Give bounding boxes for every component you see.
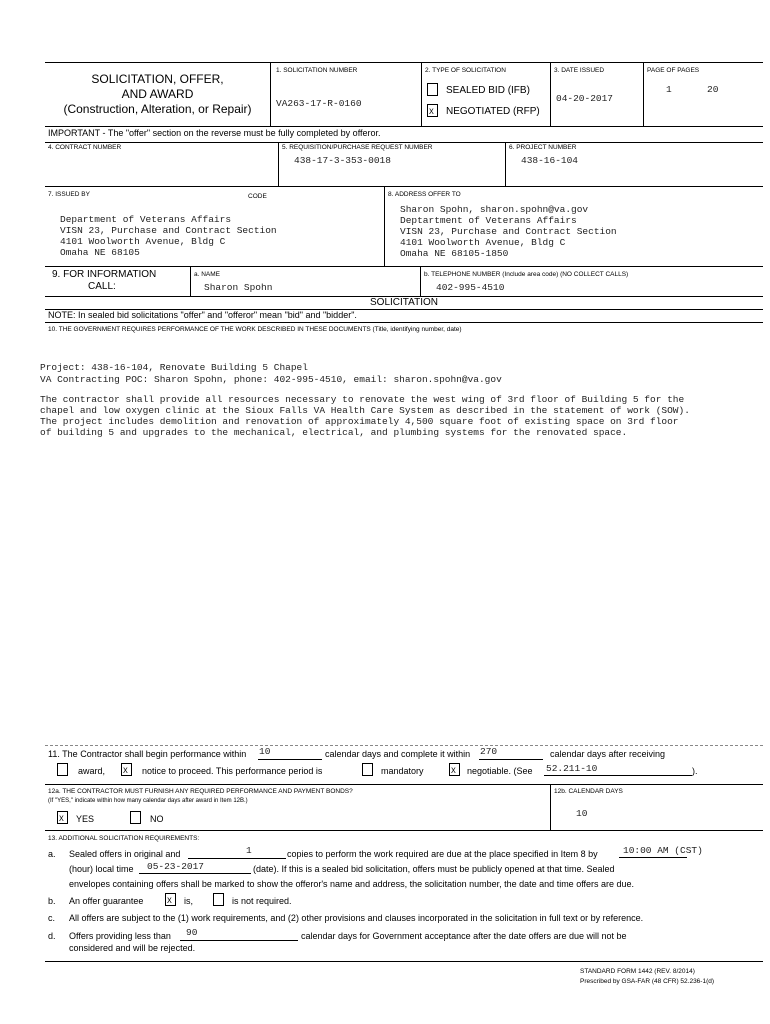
divider-v4: [643, 62, 644, 126]
item13b-text: An offer guarantee: [69, 896, 144, 906]
award-checkbox[interactable]: [57, 763, 68, 776]
divider-v8: [190, 266, 191, 296]
item13a-text4: (date). If this is a sealed bid solicitation, offers must be publicly opened at that time. Sealed: [253, 864, 615, 874]
description-line3: The project includes demolition and renovation of approximately 4,500 square foot of existing space on 3rd floor: [40, 416, 679, 427]
acceptance-days-field[interactable]: 90: [186, 927, 198, 938]
mandatory-label: mandatory: [381, 766, 424, 776]
rule-below-item12: [45, 830, 763, 831]
project-line1: Project: 438-16-104, Renovate Building 5 Chapel: [40, 362, 308, 373]
issued-by-line4: Omaha NE 68105: [60, 247, 140, 258]
rule-above-item11: [45, 745, 763, 746]
item13a-text1: Sealed offers in original and: [69, 849, 181, 859]
block3-label: 3. DATE ISSUED: [554, 67, 605, 74]
see-clause-field[interactable]: 52.211-10: [546, 763, 598, 774]
description-line2: chapel and low oxygen clinic at the Sioux Falls VA Health Care System as described in the statement of work (SOW).: [40, 405, 690, 416]
ntp-label: notice to proceed. This performance period is: [142, 766, 323, 776]
offer-to-line5: Omaha NE 68105-1850: [400, 248, 509, 259]
rule-below-block7: [45, 266, 763, 267]
item13d-text3: considered and will be rejected.: [69, 943, 196, 953]
page-of-pages-label: PAGE OF PAGES: [647, 67, 700, 74]
name-label: a. NAME: [194, 271, 221, 278]
item11-text-c: calendar days after receiving: [550, 749, 666, 759]
block6-label: 6. PROJECT NUMBER: [509, 144, 577, 151]
negotiated-label: NEGOTIATED (RFP): [446, 106, 540, 117]
negotiable-label: negotiable. (See: [467, 766, 533, 776]
item12a-label: 12a. THE CONTRACTOR MUST FURNISH ANY REQUIRED PERFORMANCE AND PAYMENT BONDS?: [48, 788, 353, 795]
begin-days-field[interactable]: 10: [259, 746, 271, 757]
form-title-line3: (Construction, Alteration, or Repair): [63, 102, 252, 116]
rule-below-block4: [45, 186, 763, 187]
complete-days-field[interactable]: 270: [480, 746, 498, 757]
complete-days-underline: [479, 759, 543, 760]
top-rule: [45, 62, 763, 63]
guarantee-is-checkbox[interactable]: X: [165, 893, 176, 906]
item13a-letter: a.: [48, 849, 56, 859]
bonds-no-label: NO: [150, 814, 164, 824]
rule-below-header: [45, 126, 763, 127]
mandatory-checkbox[interactable]: [362, 763, 373, 776]
rule-below-item11: [45, 784, 763, 785]
issued-by-line1: Department of Veterans Affairs: [60, 214, 232, 225]
bonds-no-checkbox[interactable]: [130, 811, 141, 824]
total-pages: 20: [707, 84, 719, 95]
divider-v5: [278, 142, 279, 186]
divider-v1: [270, 62, 271, 126]
block2-label: 2. TYPE OF SOLICITATION: [425, 67, 506, 74]
form-title-line1: SOLICITATION, OFFER,: [91, 72, 224, 86]
item13d-text2: calendar days for Government acceptance after the date offers are due will not be: [301, 931, 627, 941]
page-number: 1: [666, 84, 672, 95]
acceptance-days-underline: [180, 940, 298, 941]
rule-bottom: [45, 961, 763, 962]
item13-label: 13. ADDITIONAL SOLICITATION REQUIREMENTS:: [48, 835, 200, 842]
item13a-text5: envelopes containing offers shall be marked to show the offeror's name and address, the solicitation number, the date and time offers are due.: [69, 879, 635, 889]
item10-label: 10. THE GOVERNMENT REQUIRES PERFORMANCE OF THE WORK DESCRIBED IN THESE DOCUMENTS (Title, identifying number, date): [48, 326, 462, 333]
item13d-letter: d.: [48, 931, 56, 941]
form-prescribed-by: Prescribed by GSA-FAR (48 CFR) 52.236-1(d): [580, 978, 715, 985]
copies-field[interactable]: 1: [246, 845, 252, 856]
block4-label: 4. CONTRACT NUMBER: [48, 144, 122, 151]
block1-label: 1. SOLICITATION NUMBER: [276, 67, 358, 74]
offer-to-line3: VISN 23, Purchase and Contract Section: [400, 226, 617, 237]
due-time-underline: [619, 857, 687, 858]
sealed-bid-checkbox[interactable]: [427, 83, 438, 96]
solicitation-number-field[interactable]: VA263-17-R-0160: [276, 98, 362, 109]
description-line1: The contractor shall provide all resources necessary to renovate the west wing of 3rd floor of Building 5 for the: [40, 394, 685, 405]
sealed-bid-label: SEALED BID (IFB): [446, 85, 530, 96]
see-clause-underline: [544, 775, 692, 776]
offer-to-line4: 4101 Woolworth Avenue, Bldg C: [400, 237, 566, 248]
due-date-underline: [139, 873, 251, 874]
issued-by-line3: 4101 Woolworth Avenue, Bldg C: [60, 236, 226, 247]
offer-to-line2: Deptartment of Veterans Affairs: [400, 215, 577, 226]
bonds-yes-label: YES: [76, 814, 95, 824]
item13d-text1: Offers providing less than: [69, 931, 171, 941]
negotiated-checkbox[interactable]: X: [427, 104, 438, 117]
divider-v3: [550, 62, 551, 126]
bonds-yes-checkbox[interactable]: X: [57, 811, 68, 824]
solicitation-header: SOLICITATION: [370, 297, 438, 308]
sealed-bid-note: NOTE: In sealed bid solicitations "offer" and "offeror" mean "bid" and "bidder".: [48, 310, 357, 320]
block7-label: 7. ISSUED BY: [48, 191, 90, 198]
block9-label-line2: CALL:: [88, 281, 116, 292]
calendar-days-field[interactable]: 10: [576, 808, 588, 819]
item13a-text2: copies to perform the work required are due at the place specified in Item 8 by: [287, 849, 598, 859]
block9-label-line1: 9. FOR INFORMATION: [52, 269, 157, 280]
phone-label: b. TELEPHONE NUMBER (Include area code) (NO COLLECT CALLS): [424, 271, 629, 278]
item13c-text: All offers are subject to the (1) work requirements, and (2) other provisions and clauses incorporated in the solicitation in full text or by reference.: [69, 913, 644, 923]
form-title: [45, 72, 270, 117]
code-label: CODE: [248, 193, 267, 200]
divider-v10: [550, 784, 551, 830]
ntp-checkbox[interactable]: X: [121, 763, 132, 776]
item12b-label: 12b. CALENDAR DAYS: [554, 788, 623, 795]
due-date-field[interactable]: 05-23-2017: [147, 861, 205, 872]
guarantee-not-checkbox[interactable]: [213, 893, 224, 906]
important-note: IMPORTANT - The "offer" section on the reverse must be fully completed by offeror.: [48, 128, 381, 138]
rule-below-note: [45, 322, 763, 323]
item13a-text3: (hour) local time: [69, 864, 134, 874]
guarantee-is-label: is,: [184, 896, 193, 906]
date-issued-field[interactable]: 04-20-2017: [556, 93, 614, 104]
contact-name-field[interactable]: Sharon Spohn: [204, 282, 273, 293]
divider-v2: [421, 62, 422, 126]
due-time-field[interactable]: 10:00 AM (CST): [623, 845, 703, 856]
divider-v7: [384, 186, 385, 266]
form-number: STANDARD FORM 1442 (REV. 8/2014): [580, 968, 695, 975]
project-line2: VA Contracting POC: Sharon Spohn, phone: 402-995-4510, email: sharon.spohn@va.gov: [40, 374, 502, 385]
item11-text-b: calendar days and complete it within: [325, 749, 471, 759]
item13c-letter: c.: [48, 913, 56, 923]
see-clause-close: ).: [692, 766, 698, 776]
requisition-number-field[interactable]: 438-17-3-353-0018: [294, 155, 391, 166]
item11-text-a: 11. The Contractor shall begin performance within: [48, 749, 247, 759]
divider-v6: [505, 142, 506, 186]
item13b-letter: b.: [48, 896, 56, 906]
begin-days-underline: [258, 759, 322, 760]
guarantee-not-label: is not required.: [232, 896, 292, 906]
project-number-field[interactable]: 438-16-104: [521, 155, 579, 166]
item12a-sub: (If "YES," indicate within how many calendar days after award in Item 12B.): [48, 798, 248, 804]
issued-by-line2: VISN 23, Purchase and Contract Section: [60, 225, 277, 236]
block8-label: 8. ADDRESS OFFER TO: [388, 191, 461, 198]
negotiable-checkbox[interactable]: X: [449, 763, 460, 776]
form-title-line2: AND AWARD: [121, 87, 194, 101]
description-line4: of building 5 and upgrades to the mechanical, electrical, and plumbing systems for the renovated space.: [40, 427, 628, 438]
offer-to-line1: Sharon Spohn, sharon.spohn@va.gov: [400, 204, 589, 215]
award-label: award,: [78, 766, 106, 776]
divider-v9: [420, 266, 421, 296]
phone-field[interactable]: 402-995-4510: [436, 282, 505, 293]
block5-label: 5. REQUISITION/PURCHASE REQUEST NUMBER: [282, 144, 433, 151]
rule-below-important: [45, 142, 763, 143]
copies-underline: [188, 858, 286, 859]
